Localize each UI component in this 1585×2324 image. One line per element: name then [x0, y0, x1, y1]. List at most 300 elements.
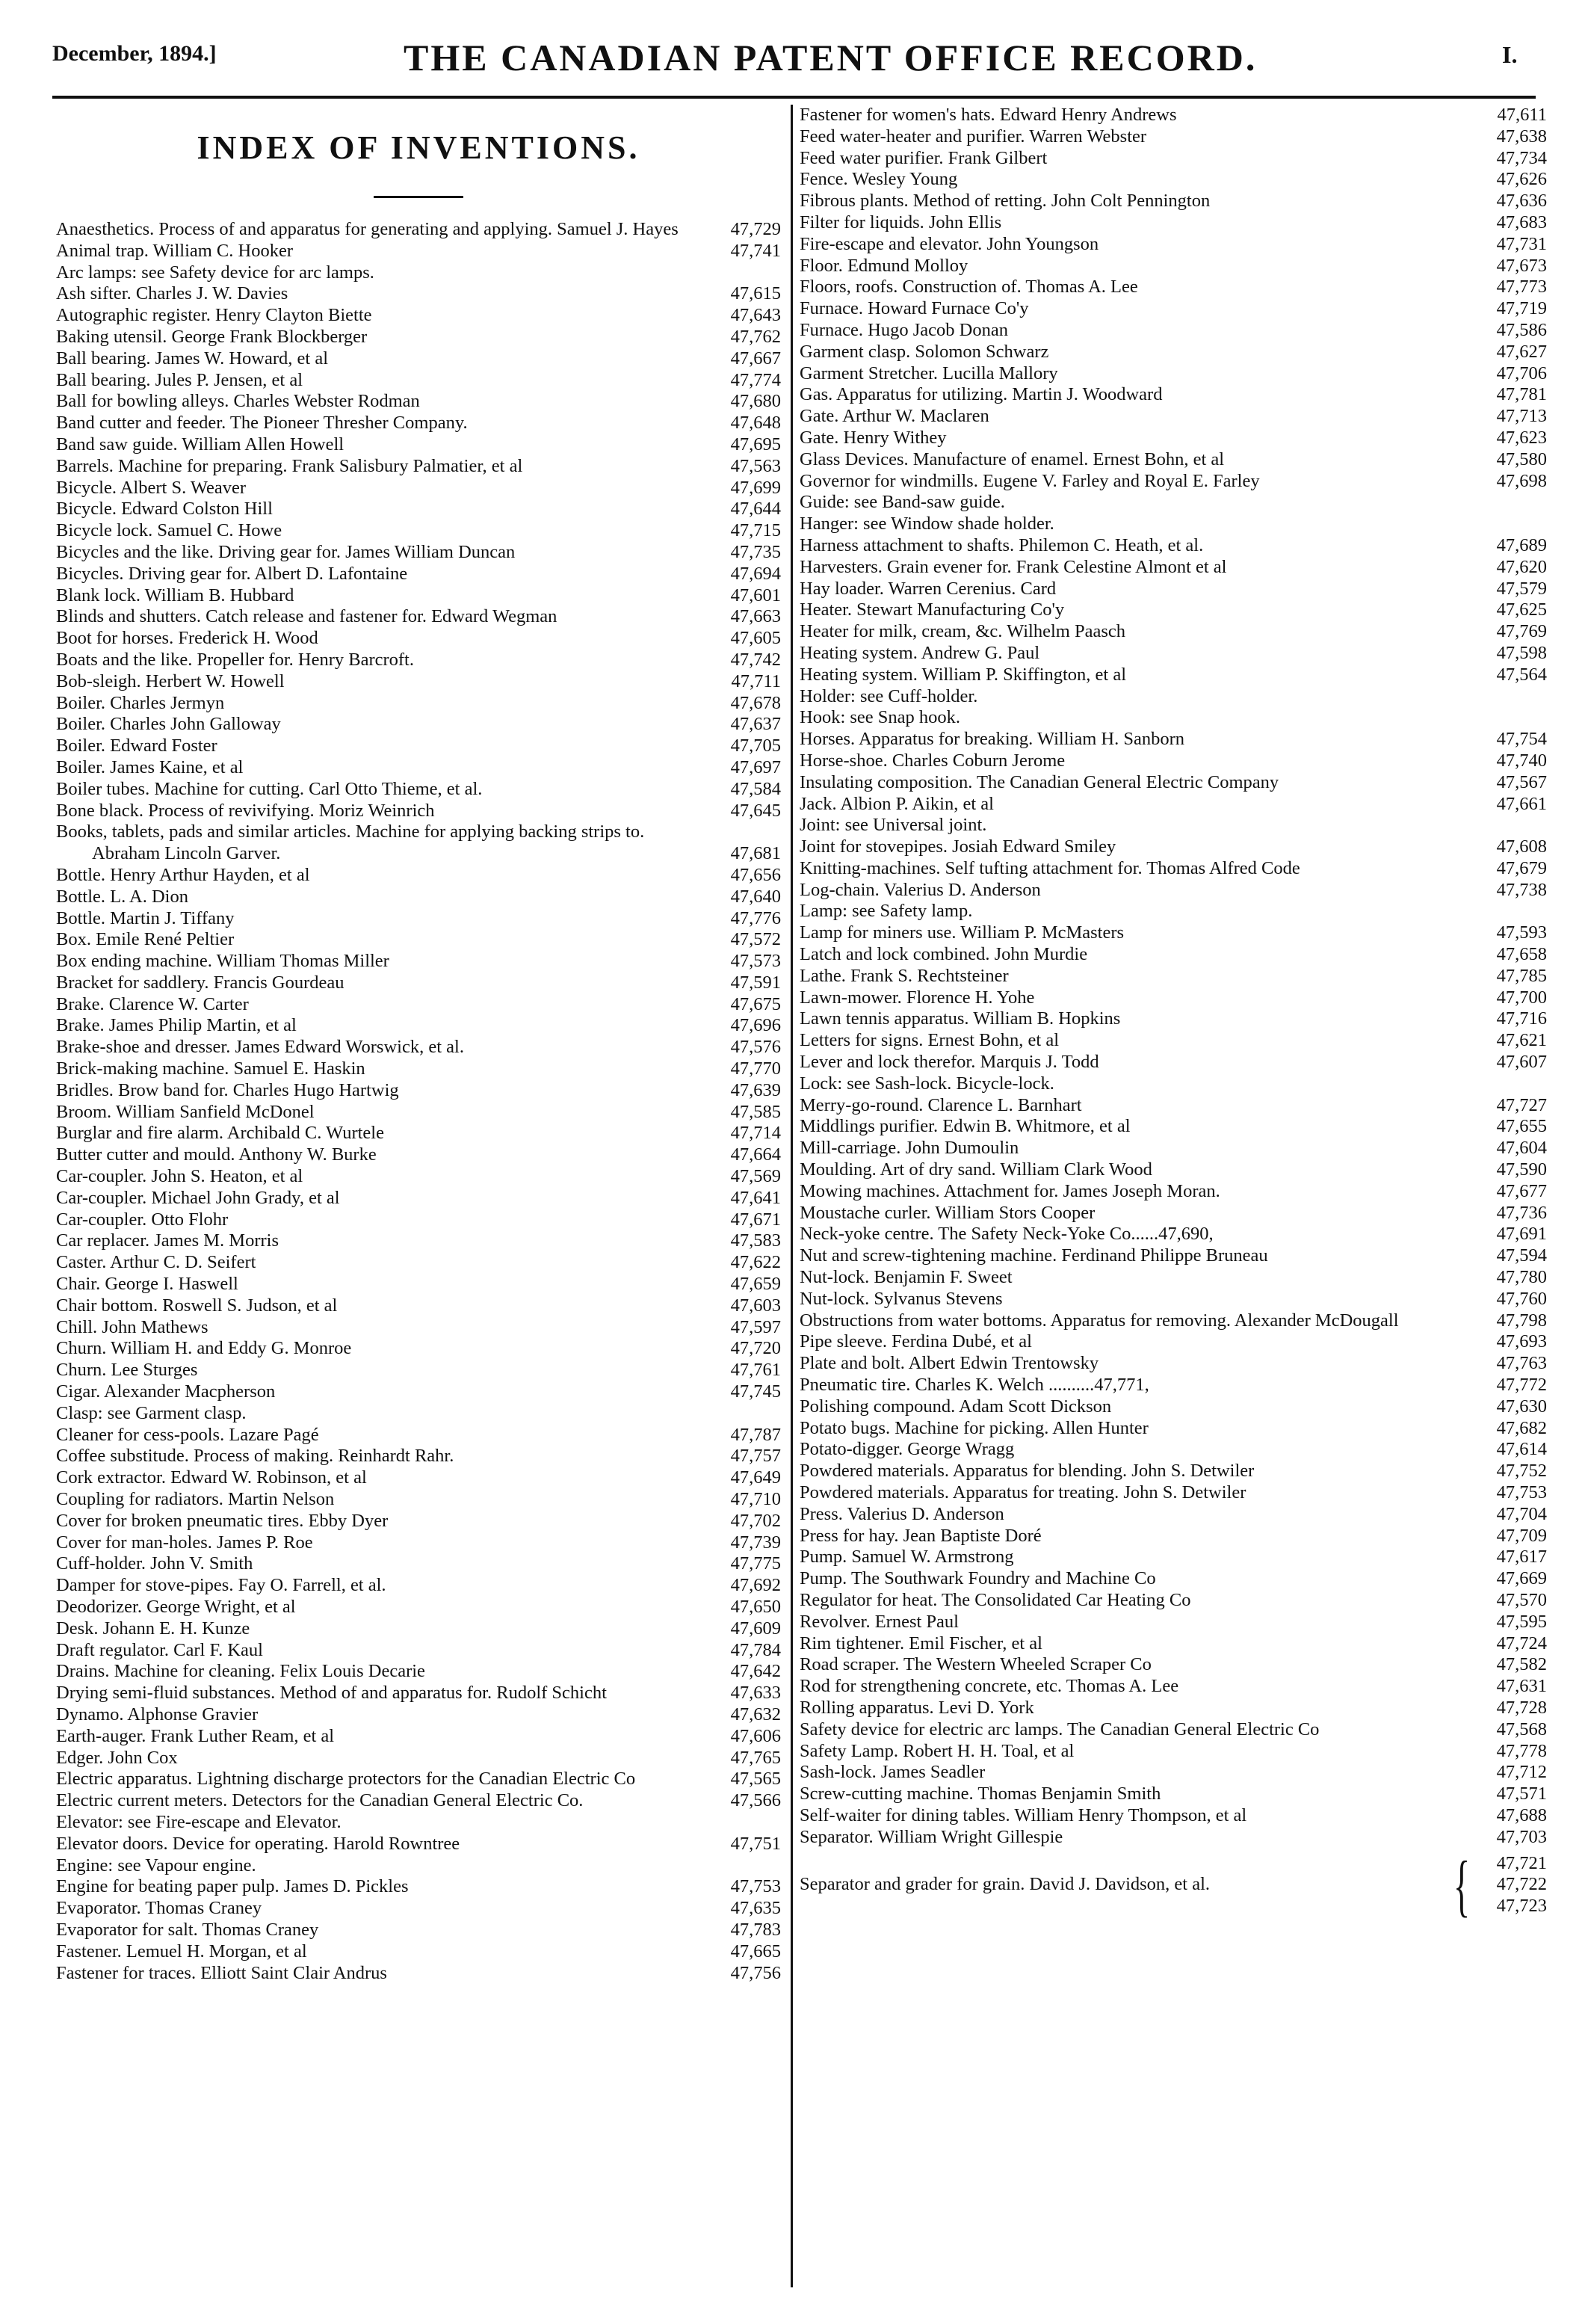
entry-number: 47,677	[1496, 1180, 1547, 1201]
entry-number: 47,637	[730, 714, 781, 735]
entry-number: 47,598	[1496, 642, 1547, 663]
header-rule	[52, 96, 1536, 99]
index-entry	[56, 1704, 781, 1726]
index-entry	[800, 1612, 1547, 1633]
left-column	[56, 105, 781, 1984]
entry-number: 47,704	[1496, 1503, 1547, 1524]
entry-text: Cigar. Alexander Macpherson	[56, 1381, 276, 1402]
entry-number: 47,721	[1496, 1852, 1547, 1873]
index-entry	[800, 966, 1547, 987]
index-entry	[56, 1876, 781, 1898]
entry-text: Bicycles. Driving gear for. Albert D. Lafontaine	[56, 563, 408, 584]
entry-text: Gate. Henry Withey	[800, 427, 947, 448]
entry-number: 47,608	[1496, 836, 1547, 857]
entry-text: Middlings purifier. Edwin B. Whitmore, et al	[800, 1116, 1131, 1137]
entry-text: Chair bottom. Roswell S. Judson, et al	[56, 1295, 338, 1316]
entry-text: Electric apparatus. Lightning discharge protectors for the Canadian Electric Co	[56, 1769, 636, 1790]
entry-text: Engine for beating paper pulp. James D. Pickles	[56, 1876, 409, 1897]
index-entry	[56, 1855, 781, 1877]
index-entry	[56, 520, 781, 542]
entry-text: Horses. Apparatus for breaking. William H. Sanborn	[800, 729, 1185, 750]
index-entry	[800, 922, 1547, 944]
entry-number: 47,568	[1496, 1719, 1547, 1739]
index-entry	[56, 478, 781, 499]
entry-number: 47,763	[1496, 1353, 1547, 1374]
entry-text: Press. Valerius D. Anderson	[800, 1503, 1004, 1524]
entry-text: Insulating composition. The Canadian General Electric Company	[800, 771, 1279, 792]
entry-text: Anaesthetics. Process of and apparatus for generating and applying. Samuel J. Hayes	[56, 219, 679, 239]
entry-number: 47,604	[1496, 1138, 1547, 1159]
index-entry	[800, 1095, 1547, 1117]
entry-text: Nut-lock. Benjamin F. Sweet	[800, 1267, 1013, 1288]
entry-number: 47,719	[1496, 298, 1547, 319]
entry-number: 47,715	[730, 520, 781, 541]
index-entry	[800, 1719, 1547, 1741]
entry-text: Powdered materials. Apparatus for blending. John S. Detwiler	[800, 1461, 1255, 1482]
index-entry	[800, 126, 1547, 148]
entry-text: Powdered materials. Apparatus for treating. John S. Detwiler	[800, 1482, 1246, 1502]
entry-number: 47,762	[730, 326, 781, 347]
entry-text: Obstructions from water bottoms. Apparatus for removing. Alexander McDougall	[800, 1310, 1399, 1331]
index-entry	[56, 1188, 781, 1209]
index-entry	[56, 456, 781, 478]
index-entry	[800, 686, 1547, 708]
entry-number: 47,697	[730, 756, 781, 777]
entry-text: Car-coupler. Michael John Grady, et al	[56, 1187, 340, 1208]
index-entry	[56, 757, 781, 779]
entry-number: 47,603	[730, 1295, 781, 1316]
entry-number: 47,609	[730, 1618, 781, 1639]
entry-number: 47,680	[730, 391, 781, 412]
index-entry	[56, 1209, 781, 1231]
entry-text: Mowing machines. Attachment for. James Joseph Moran.	[800, 1180, 1220, 1201]
index-entry	[56, 499, 781, 520]
entry-number: 47,760	[1496, 1288, 1547, 1309]
entry-number: 47,566	[730, 1790, 781, 1811]
entry-number: 47,751	[730, 1833, 781, 1854]
entry-text: Bridles. Brow band for. Charles Hugo Hartwig	[56, 1079, 399, 1100]
entry-text: Joint for stovepipes. Josiah Edward Smiley	[800, 836, 1116, 857]
entry-number: 47,739	[730, 1532, 781, 1553]
entry-text: Evaporator. Thomas Craney	[56, 1898, 262, 1919]
index-entry	[800, 987, 1547, 1009]
entry-text: Elevator doors. Device for operating. Harold Rowntree	[56, 1833, 460, 1854]
entry-text: Polishing compound. Adam Scott Dickson	[800, 1396, 1112, 1417]
entry-text: Pump. Samuel W. Armstrong	[800, 1547, 1014, 1568]
index-entry	[800, 1590, 1547, 1612]
index-entry	[800, 1289, 1547, 1310]
index-entry	[800, 1052, 1547, 1073]
entry-number: 47,570	[1496, 1589, 1547, 1610]
entry-text: Rolling apparatus. Levi D. York	[800, 1697, 1034, 1718]
index-entry	[56, 1295, 781, 1317]
entry-number: 47,640	[730, 886, 781, 907]
entry-text: Evaporator for salt. Thomas Craney	[56, 1919, 319, 1940]
entry-text: Potato-digger. George Wragg	[800, 1439, 1015, 1460]
entry-number: 47,740	[1496, 750, 1547, 771]
entry-text: Nut-lock. Sylvanus Stevens	[800, 1288, 1003, 1309]
entry-text: Deodorizer. George Wright, et al	[56, 1597, 296, 1617]
entry-text: Holder: see Cuff-holder.	[800, 685, 978, 706]
entry-number: 47,689	[1496, 534, 1547, 555]
entry-number: 47,729	[730, 219, 781, 239]
entry-text: Box. Emile René Peltier	[56, 929, 235, 950]
entry-text: Pneumatic tire. Charles K. Welch ..........47,771,	[800, 1375, 1149, 1396]
index-entry	[800, 148, 1547, 170]
index-entry	[56, 370, 781, 392]
entry-text: Brick-making machine. Samuel E. Haskin	[56, 1058, 365, 1079]
index-entry	[56, 1661, 781, 1683]
index-entry	[56, 908, 781, 930]
entry-number: 47,641	[730, 1187, 781, 1208]
index-entry	[800, 1676, 1547, 1698]
entry-number: 47,661	[1496, 793, 1547, 814]
entry-number: 47,741	[730, 240, 781, 261]
entry-number: 47,665	[730, 1941, 781, 1961]
entry-number: 47,622	[730, 1252, 781, 1273]
index-entry	[56, 262, 781, 284]
entry-text: Box ending machine. William Thomas Miller	[56, 951, 389, 972]
entry-number: 47,593	[1496, 922, 1547, 943]
entry-text: Mill-carriage. John Dumoulin	[800, 1138, 1019, 1159]
entry-number: 47,611	[1497, 105, 1547, 125]
entry-number: 47,696	[730, 1015, 781, 1036]
entry-number: 47,776	[730, 907, 781, 928]
entry-text: Chill. John Mathews	[56, 1316, 208, 1337]
entry-number: 47,626	[1496, 169, 1547, 190]
index-entry	[56, 1274, 781, 1295]
entry-number: 47,617	[1496, 1547, 1547, 1568]
entry-text: Neck-yoke centre. The Safety Neck-Yoke Co......47,690,	[800, 1224, 1214, 1245]
entry-text: Earth-auger. Frank Luther Ream, et al	[56, 1725, 335, 1746]
index-entry	[800, 1504, 1547, 1526]
entry-number: 47,583	[730, 1230, 781, 1251]
index-entry	[56, 1360, 781, 1381]
entry-number: 47,614	[1496, 1439, 1547, 1460]
entry-text: Boiler. Edward Foster	[56, 736, 217, 756]
index-entry	[56, 801, 781, 822]
entry-number: 47,756	[730, 1962, 781, 1983]
entry-number: 47,781	[1496, 384, 1547, 405]
entry-number: 47,606	[730, 1725, 781, 1746]
index-entry	[800, 1418, 1547, 1440]
entry-text: Ball bearing. James W. Howard, et al	[56, 348, 329, 369]
index-entry	[800, 406, 1547, 428]
index-entry	[800, 1353, 1547, 1375]
entry-number: 47,738	[1496, 879, 1547, 900]
entry-text: Ball for bowling alleys. Charles Webster Rodman	[56, 391, 420, 412]
entry-text: Car replacer. James M. Morris	[56, 1230, 279, 1251]
entry-number: 47,620	[1496, 556, 1547, 577]
entry-text: Pump. The Southwark Foundry and Machine Co	[800, 1568, 1156, 1589]
index-entry	[56, 1726, 781, 1748]
index-entry	[800, 1245, 1547, 1267]
index-entry	[800, 901, 1547, 922]
index-entry	[56, 973, 781, 994]
index-entry	[800, 105, 1547, 126]
entry-text: Horse-shoe. Charles Coburn Jerome	[800, 750, 1066, 771]
entry-text: Hook: see Snap hook.	[800, 707, 961, 728]
entry-number: 47,727	[1496, 1094, 1547, 1115]
entry-number: 47,664	[730, 1144, 781, 1165]
index-entry	[800, 191, 1547, 212]
entry-text: Blank lock. William B. Hubbard	[56, 585, 294, 605]
entry-text: Butter cutter and mould. Anthony W. Burke	[56, 1144, 377, 1165]
grain-separator-entry	[800, 1846, 1547, 1923]
entry-text: Safety device for electric arc lamps. The Canadian General Electric Co	[800, 1719, 1320, 1739]
entry-number: 47,761	[730, 1360, 781, 1381]
entry-numbers	[1465, 1853, 1547, 1917]
entry-text: Merry-go-round. Clarence L. Barnhart	[800, 1094, 1082, 1115]
index-entry	[800, 256, 1547, 277]
entry-text: Cover for broken pneumatic tires. Ebby Dyer	[56, 1510, 389, 1531]
entry-number: 47,736	[1496, 1202, 1547, 1223]
entry-text: Draft regulator. Carl F. Kaul	[56, 1639, 263, 1660]
index-entry	[56, 1489, 781, 1511]
index-entry	[800, 836, 1547, 858]
entry-text: Lock: see Sash-lock. Bicycle-lock.	[800, 1073, 1054, 1094]
index-entry	[800, 557, 1547, 579]
entry-number: 47,625	[1496, 600, 1547, 620]
entry-number: 47,695	[730, 434, 781, 454]
index-entry	[56, 1037, 781, 1058]
entry-text: Brake. James Philip Martin, et al	[56, 1015, 297, 1036]
entry-number: 47,724	[1496, 1633, 1547, 1653]
entry-number: 47,673	[1496, 255, 1547, 276]
entry-text: Coupling for radiators. Martin Nelson	[56, 1489, 335, 1510]
entry-text: Glass Devices. Manufacture of enamel. Ernest Bohn, et al	[800, 449, 1225, 469]
entry-text: Cover for man-holes. James P. Roe	[56, 1532, 313, 1553]
index-entry	[56, 736, 781, 757]
entry-number: 47,567	[1496, 771, 1547, 792]
entry-text: Latch and lock combined. John Murdie	[800, 944, 1088, 965]
entry-text: Screw-cutting machine. Thomas Benjamin Smith	[800, 1784, 1161, 1804]
entry-text: Bicycle. Albert S. Weaver	[56, 477, 247, 498]
index-entry	[56, 1230, 781, 1252]
entry-number: 47,769	[1496, 621, 1547, 642]
title-rule	[374, 196, 463, 198]
index-entry	[56, 951, 781, 973]
entry-text: Separator. William Wright Gillespie	[800, 1826, 1063, 1847]
entry-number: 47,645	[730, 800, 781, 821]
index-entry	[800, 643, 1547, 665]
index-entry	[56, 1640, 781, 1662]
entry-text: Press for hay. Jean Baptiste Doré	[800, 1525, 1042, 1546]
entry-number: 47,601	[730, 585, 781, 605]
index-entry	[800, 320, 1547, 342]
entry-number: 47,705	[730, 736, 781, 756]
entry-text: Filter for liquids. John Ellis	[800, 212, 1002, 232]
entry-text: Self-waiter for dining tables. William Henry Thompson, et al	[800, 1804, 1247, 1825]
entry-text: Lamp: see Safety lamp.	[800, 901, 973, 922]
index-entry	[800, 1181, 1547, 1203]
entry-number: 47,785	[1496, 965, 1547, 986]
entry-number: 47,778	[1496, 1740, 1547, 1761]
entry-number: 47,742	[730, 649, 781, 670]
index-entry	[56, 391, 781, 413]
entry-number: 47,669	[1496, 1568, 1547, 1589]
entry-text: Bicycle. Edward Colston Hill	[56, 499, 273, 520]
index-entry	[56, 327, 781, 348]
entry-text: Churn. Lee Sturges	[56, 1360, 198, 1381]
index-entry	[56, 413, 781, 434]
entry-text: Boiler tubes. Machine for cutting. Carl Otto Thieme, et al.	[56, 778, 483, 799]
entry-text: Heater for milk, cream, &c. Wilhelm Paasch	[800, 621, 1125, 642]
entry-number: 47,565	[730, 1769, 781, 1790]
index-entry	[56, 1769, 781, 1790]
entry-text: Fastener for women's hats. Edward Henry Andrews	[800, 105, 1177, 125]
index-entry	[56, 348, 781, 370]
entry-text: Log-chain. Valerius D. Anderson	[800, 879, 1041, 900]
entry-number: 47,650	[730, 1597, 781, 1617]
entry-number: 47,723	[1496, 1896, 1547, 1917]
entry-number: 47,586	[1496, 319, 1547, 340]
entry-text: Brake-shoe and dresser. James Edward Worswick, et al.	[56, 1037, 464, 1058]
index-entry	[56, 714, 781, 736]
entry-number: 47,579	[1496, 578, 1547, 599]
entry-number: 47,712	[1496, 1762, 1547, 1783]
index-entry	[56, 1941, 781, 1963]
entry-number: 47,754	[1496, 729, 1547, 750]
entry-number: 47,679	[1496, 857, 1547, 878]
index-entry	[800, 729, 1547, 750]
entry-number: 47,671	[730, 1209, 781, 1230]
entry-number: 47,584	[730, 778, 781, 799]
index-entry	[800, 428, 1547, 449]
entry-text: Lamp for miners use. William P. McMasters	[800, 922, 1125, 943]
entry-text: Blinds and shutters. Catch release and fastener for. Edward Wegman	[56, 606, 557, 627]
index-entry	[800, 514, 1547, 535]
index-entry	[56, 283, 781, 305]
entry-text: Barrels. Machine for preparing. Frank Salisbury Palmatier, et al	[56, 455, 523, 476]
right-column	[800, 105, 1547, 1923]
index-entry	[800, 579, 1547, 600]
entry-number: 47,678	[730, 692, 781, 713]
index-entry	[800, 1310, 1547, 1332]
index-entry	[56, 606, 781, 628]
entry-number: 47,710	[730, 1489, 781, 1510]
index-entry	[56, 1446, 781, 1467]
index-entry	[800, 794, 1547, 816]
entry-text: Fence. Wesley Young	[800, 169, 958, 190]
entry-number: 47,773	[1496, 277, 1547, 298]
entry-number: 47,675	[730, 993, 781, 1014]
entry-number: 47,594	[1496, 1245, 1547, 1266]
index-entry	[800, 1698, 1547, 1719]
index-entry	[56, 585, 781, 607]
index-entry	[800, 492, 1547, 514]
entry-text: Band saw guide. William Allen Howell	[56, 434, 345, 454]
entry-number: 47,681	[730, 843, 781, 864]
entry-number: 47,573	[730, 951, 781, 972]
entry-number: 47,591	[730, 972, 781, 993]
entry-number: 47,784	[730, 1639, 781, 1660]
entry-number: 47,621	[1496, 1030, 1547, 1051]
index-entry	[56, 1748, 781, 1769]
entry-number: 47,753	[1496, 1482, 1547, 1502]
entry-number: 47,709	[1496, 1525, 1547, 1546]
entry-number: 47,694	[730, 563, 781, 584]
index-entry	[800, 1008, 1547, 1030]
index-entry	[56, 1597, 781, 1618]
entry-text: Sash-lock. James Seadler	[800, 1762, 986, 1783]
index-entry	[800, 1547, 1547, 1568]
entry-text: Hanger: see Window shade holder.	[800, 514, 1054, 534]
index-entry	[800, 471, 1547, 493]
entry-text: Letters for signs. Ernest Bohn, et al	[800, 1030, 1060, 1051]
entry-text: Boiler. Charles Jermyn	[56, 692, 225, 713]
entry-text: Boiler. Charles John Galloway	[56, 714, 281, 735]
entry-number: 47,753	[730, 1876, 781, 1897]
entry-number: 47,735	[730, 541, 781, 562]
entry-number: 47,693	[1496, 1331, 1547, 1352]
index-entry	[56, 1080, 781, 1102]
entry-text: Drying semi-fluid substances. Method of and apparatus for. Rudolf Schicht	[56, 1683, 607, 1704]
entry-number: 47,636	[1496, 191, 1547, 212]
entry-number: 47,728	[1496, 1697, 1547, 1718]
entry-number: 47,772	[1496, 1375, 1547, 1396]
index-entry	[56, 1532, 781, 1554]
index-entry	[800, 1224, 1547, 1245]
index-entry	[800, 1331, 1547, 1353]
entry-text: Jack. Albion P. Aikin, et al	[800, 793, 994, 814]
entry-number: 47,635	[730, 1898, 781, 1919]
right-entry-list	[800, 105, 1547, 1849]
entry-number: 47,648	[730, 413, 781, 434]
entry-number: 47,571	[1496, 1784, 1547, 1804]
entry-text: Chair. George I. Haswell	[56, 1274, 238, 1295]
index-entry	[56, 1812, 781, 1834]
entry-number: 47,663	[730, 606, 781, 627]
entry-text: Bottle. L. A. Dion	[56, 886, 188, 907]
entry-text: Floors, roofs. Construction of. Thomas A. Lee	[800, 277, 1138, 298]
entry-text: Broom. William Sanfield McDonel	[56, 1101, 315, 1122]
index-entry	[56, 822, 781, 865]
entry-number: 47,702	[730, 1510, 781, 1531]
entry-text: Pipe sleeve. Ferdina Dubé, et al	[800, 1331, 1032, 1352]
index-entry	[800, 1482, 1547, 1504]
index-entry	[800, 750, 1547, 772]
entry-text: Joint: see Universal joint.	[800, 815, 987, 836]
entry-number: 47,699	[730, 477, 781, 498]
entry-number: 47,582	[1496, 1654, 1547, 1675]
entry-text: Bottle. Martin J. Tiffany	[56, 907, 235, 928]
entry-number: 47,643	[730, 305, 781, 326]
index-entry	[800, 363, 1547, 385]
entry-text: Cork extractor. Edward W. Robinson, et al	[56, 1467, 367, 1488]
index-entry	[56, 1575, 781, 1597]
index-entry	[800, 1568, 1547, 1590]
entry-number: 47,630	[1496, 1396, 1547, 1417]
index-entry	[800, 772, 1547, 794]
entry-number: 47,706	[1496, 363, 1547, 383]
entry-number: 47,688	[1496, 1804, 1547, 1825]
entry-number: 47,623	[1496, 427, 1547, 448]
entry-number: 47,798	[1496, 1310, 1547, 1331]
index-entry	[56, 1963, 781, 1985]
entry-text: Bob-sleigh. Herbert W. Howell	[56, 671, 285, 691]
index-entry	[56, 542, 781, 564]
entry-number: 47,655	[1496, 1116, 1547, 1137]
index-entry	[800, 1633, 1547, 1655]
entry-number: 47,774	[730, 369, 781, 390]
index-entry	[56, 1338, 781, 1360]
index-entry	[800, 600, 1547, 621]
entry-number: 47,633	[730, 1683, 781, 1704]
entry-text: Cleaner for cess-pools. Lazare Pagé	[56, 1424, 319, 1445]
entry-number: 47,703	[1496, 1826, 1547, 1847]
entry-number: 47,595	[1496, 1611, 1547, 1632]
